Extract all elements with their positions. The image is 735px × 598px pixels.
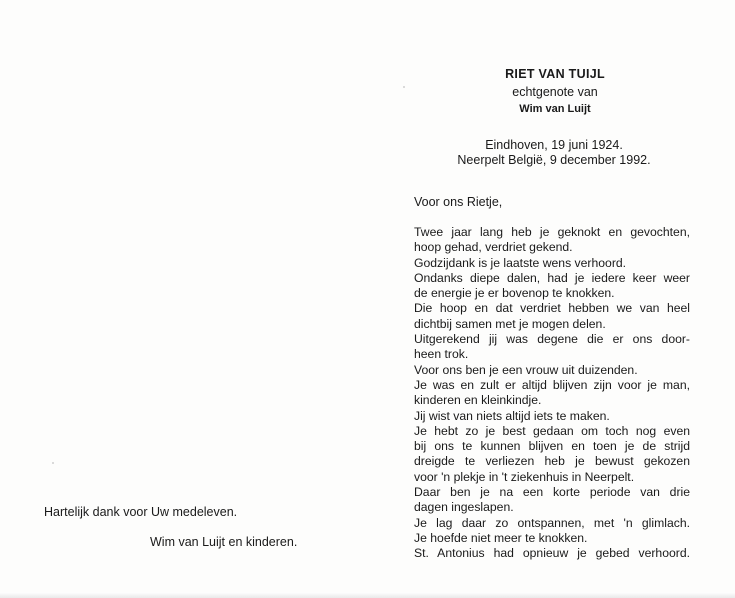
poem-line: voor 'n plekje in 't ziekenhuis in Neerpelt. [414, 469, 635, 484]
poem-line: Godzijdank is je laatste wens verhoord. [414, 255, 627, 270]
poem-line: Uitgerekend jij was degene die er ons door- [414, 332, 690, 347]
poem-line: kinderen en kleinkindje. [414, 393, 542, 408]
poem-line: dichtbij samen met je mogen delen. [414, 316, 606, 331]
poem-line: heen trok. [414, 347, 469, 362]
poem-line: St. Antonius had opnieuw je gebed verhoord. [414, 546, 690, 561]
paper-speck [403, 86, 405, 88]
poem-line: Je hoefde niet meer te knokken. [414, 530, 588, 545]
poem-line: Daar ben je na een korte periode van drie [414, 485, 690, 500]
poem-line: Voor ons ben je een vrouw uit duizenden. [414, 362, 638, 377]
salutation: Voor ons Rietje, [414, 195, 503, 209]
poem-line: de energie je er bovenop te knokken. [414, 286, 615, 301]
card-header [425, 66, 685, 116]
poem-line: Twee jaar lang heb je geknokt en gevochten, [414, 225, 690, 239]
poem-line: hoop gehad, verdriet gekend. [414, 240, 573, 255]
poem-line: Je hebt zo je best gedaan om toch nog even [414, 423, 690, 438]
deceased-name: RIET VAN TUIJL [505, 67, 605, 81]
card-bottom-edge [0, 592, 735, 598]
death-date: Neerpelt België, 9 december 1992. [457, 153, 651, 167]
poem-line: dagen ingeslapen. [414, 500, 514, 515]
poem-line: Die hoop en dat verdriet hebben we van heel [414, 301, 690, 316]
poem-line: Je lag daar zo ontspannen, met 'n glimlach. [414, 515, 690, 530]
paper-speck [52, 462, 54, 464]
signature-text: Wim van Luijt en kinderen. [150, 535, 298, 549]
spouse-name: Wim van Luijt [519, 103, 591, 115]
poem-line: Je was en zult er altijd blijven zijn voor je man, [414, 377, 690, 392]
poem-line: Jij wist van niets altijd iets te maken. [414, 408, 610, 423]
relation-text: echtgenote van [512, 85, 598, 99]
memorial-poem [414, 225, 690, 562]
poem-line: bij ons te kunnen blijven en toen je de strijd [414, 439, 690, 454]
thanks-text: Hartelijk dank voor Uw medeleven. [44, 505, 238, 519]
poem-line: dreigde te verliezen heb je bewust gekozen [414, 454, 690, 469]
life-dates [425, 138, 683, 168]
birth-date: Eindhoven, 19 juni 1924. [485, 138, 623, 152]
poem-line: Ondanks diepe dalen, had je iedere keer weer [414, 270, 690, 285]
